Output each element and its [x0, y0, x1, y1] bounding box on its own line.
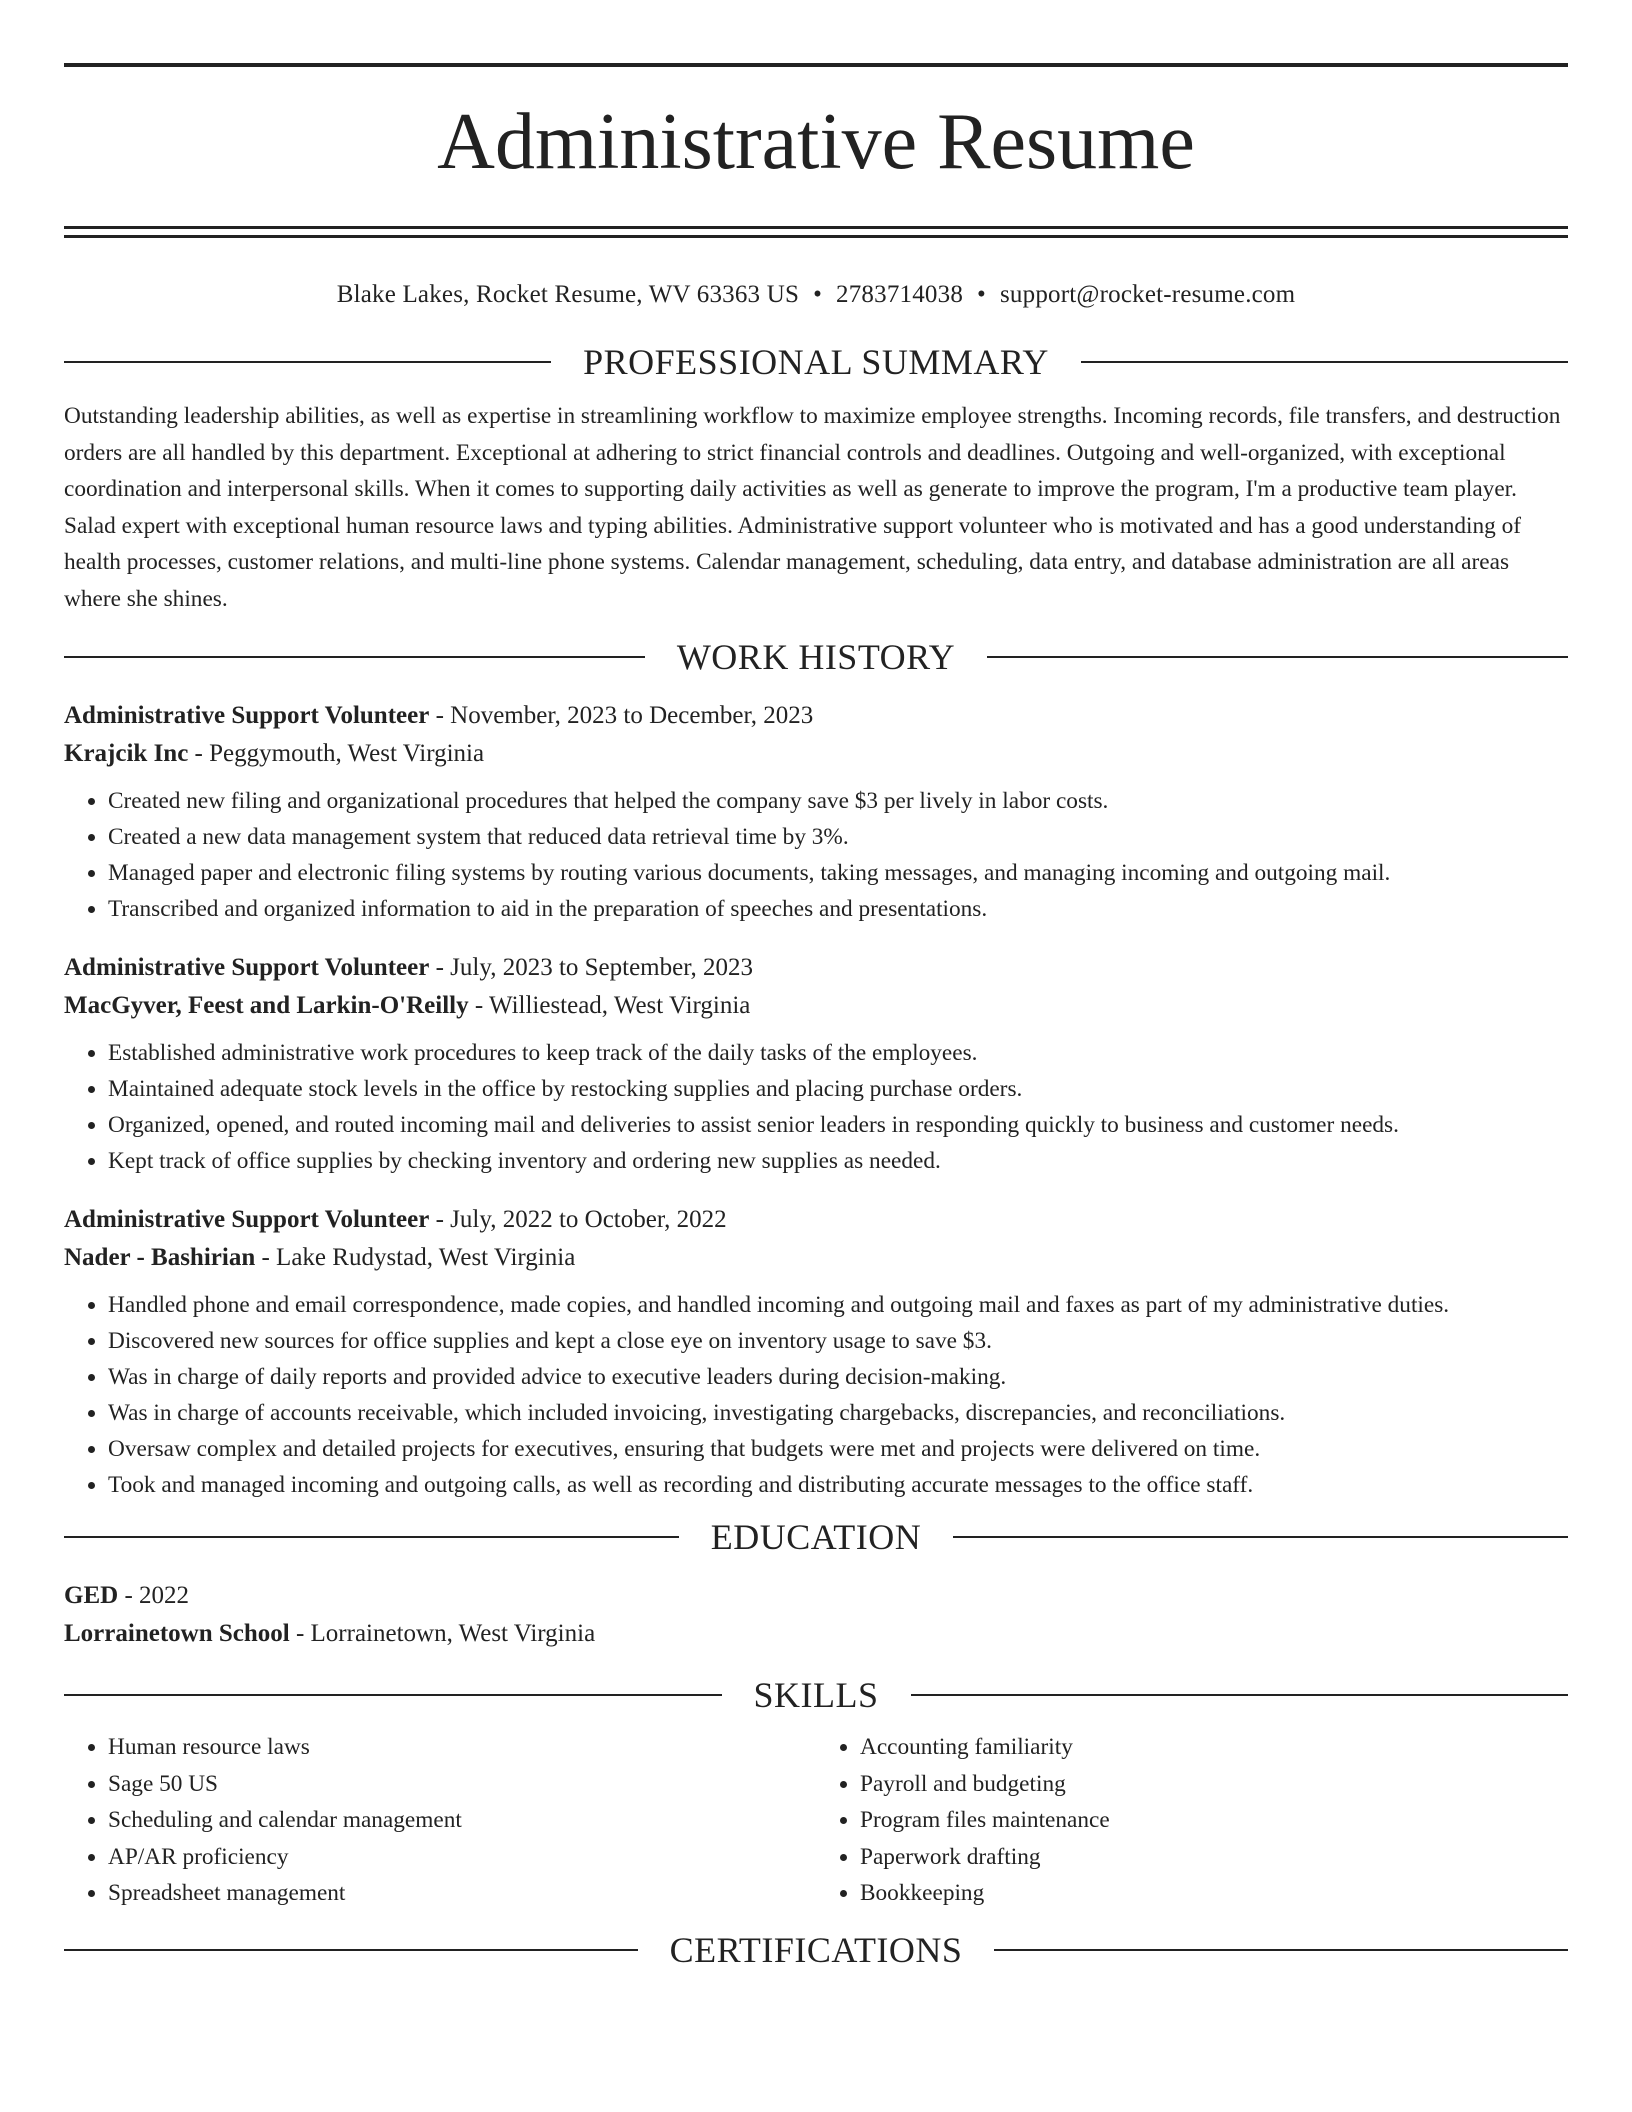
job-bullet: • Maintained adequate stock levels in the office by restocking supplies and placing purchase orders.	[108, 1071, 1568, 1107]
skills-column-left	[64, 1729, 816, 1912]
job-bullet: • Organized, opened, and routed incoming mail and deliveries to assist senior leaders in responding quickly to business and customer needs.	[108, 1107, 1568, 1143]
job-title-line	[64, 697, 1568, 735]
education-school-line	[64, 1615, 1568, 1653]
resume-title: Administrative Resume	[437, 98, 1195, 186]
section-rule	[987, 656, 1568, 658]
contact-email: support@rocket-resume.com	[999, 281, 1296, 308]
contact-phone: 2783714038	[836, 281, 964, 308]
summary-heading: PROFESSIONAL SUMMARY	[583, 342, 1049, 382]
skills-grid	[64, 1729, 1568, 1912]
job-location: - Williestead, West Virginia	[468, 992, 751, 1019]
contact-line	[64, 278, 1568, 312]
job-bullet: • Managed paper and electronic filing systems by routing various documents, taking messages, and managing incoming and outgoing mail.	[108, 855, 1568, 891]
contact-separator: •	[977, 281, 986, 308]
job-bullet: • Took and managed incoming and outgoing calls, as well as recording and distributing accurate messages to the office staff.	[108, 1467, 1568, 1503]
job-title-line	[64, 949, 1568, 987]
job-title: Administrative Support Volunteer	[64, 1206, 430, 1233]
job-entry	[64, 1201, 1568, 1503]
summary-section-header	[64, 340, 1568, 384]
summary-text: Outstanding leadership abilities, as well as expertise in streamlining workflow to maximize employee strengths. Incoming records, file transfers, and destruction orders are all handled by this department. Exceptional at adhering to strict financial controls and deadlines. Outgoing and well-organized, with exceptional coordination and interpersonal skills. When it comes to supporting daily activities as well as generate to improve the program, I'm a productive team player. Salad expert with exceptional human resource laws and typing abilities. Administrative support volunteer who is motivated and has a good understanding of health processes, customer relations, and multi-line phone systems. Calendar management, scheduling, data entry, and database administration are all areas where she shines.	[64, 403, 1561, 612]
section-rule	[994, 1949, 1568, 1951]
job-location: - Peggymouth, West Virginia	[188, 740, 485, 767]
skill-item: • Accounting familiarity	[860, 1729, 1568, 1766]
education-section-header	[64, 1515, 1568, 1559]
job-title: Administrative Support Volunteer	[64, 702, 430, 729]
title-double-rule	[64, 226, 1568, 238]
job-title-line	[64, 1201, 1568, 1239]
section-rule	[1081, 361, 1568, 363]
job-bullets	[64, 1287, 1568, 1503]
skill-item: • Human resource laws	[108, 1729, 816, 1766]
education-heading: EDUCATION	[710, 1517, 922, 1557]
skill-item: • Scheduling and calendar management	[108, 1802, 816, 1839]
skill-item: • Paperwork drafting	[860, 1839, 1568, 1876]
job-bullet: • Created new filing and organizational procedures that helped the company save $3 per lively in labor costs.	[108, 783, 1568, 819]
job-title: Administrative Support Volunteer	[64, 954, 430, 981]
job-bullets	[64, 1035, 1568, 1179]
job-company: Nader - Bashirian	[64, 1244, 256, 1271]
education-year: - 2022	[118, 1582, 190, 1609]
job-company: MacGyver, Feest and Larkin-O'Reilly	[64, 992, 469, 1019]
job-company-line	[64, 987, 1568, 1025]
section-rule	[64, 361, 551, 363]
education-degree: GED	[64, 1582, 119, 1609]
job-company: Krajcik Inc	[64, 740, 189, 767]
job-bullet: • Established administrative work procedures to keep track of the daily tasks of the employees.	[108, 1035, 1568, 1071]
job-company-line	[64, 1239, 1568, 1277]
skill-item: • AP/AR proficiency	[108, 1839, 816, 1876]
top-rule	[64, 63, 1568, 67]
skill-item: • Spreadsheet management	[108, 1875, 816, 1912]
skill-item: • Sage 50 US	[108, 1766, 816, 1803]
skills-heading: SKILLS	[753, 1675, 879, 1715]
section-rule	[64, 1949, 638, 1951]
job-dates: - July, 2023 to September, 2023	[429, 954, 754, 981]
skills-column-right	[816, 1729, 1568, 1912]
job-dates: - November, 2023 to December, 2023	[429, 702, 814, 729]
skill-item: • Bookkeeping	[860, 1875, 1568, 1912]
skills-section-header	[64, 1673, 1568, 1717]
education-degree-line	[64, 1577, 1568, 1615]
job-bullet: • Discovered new sources for office supplies and kept a close eye on inventory usage to save $3.	[108, 1323, 1568, 1359]
work-heading: WORK HISTORY	[676, 637, 956, 677]
contact-separator: •	[813, 281, 823, 308]
job-bullet: • Created a new data management system that reduced data retrieval time by 3%.	[108, 819, 1568, 855]
job-bullets	[64, 783, 1568, 927]
job-company-line	[64, 735, 1568, 773]
job-entry	[64, 697, 1568, 927]
job-entry	[64, 949, 1568, 1179]
skill-item: • Program files maintenance	[860, 1802, 1568, 1839]
education-school: Lorrainetown School	[64, 1620, 290, 1647]
job-bullet: • Kept track of office supplies by checking inventory and ordering new supplies as needed.	[108, 1143, 1568, 1179]
section-rule	[64, 656, 645, 658]
job-bullet: • Oversaw complex and detailed projects for executives, ensuring that budgets were met and projects were delivered on time.	[108, 1431, 1568, 1467]
education-entry	[64, 1577, 1568, 1653]
work-section-header	[64, 635, 1568, 679]
section-rule	[64, 1536, 679, 1538]
certifications-heading: CERTIFICATIONS	[669, 1929, 963, 1970]
section-rule	[911, 1694, 1569, 1696]
job-bullet: • Handled phone and email correspondence, made copies, and handled incoming and outgoing mail and faxes as part of my administrative duties.	[108, 1287, 1568, 1323]
section-rule	[953, 1536, 1568, 1538]
job-dates: - July, 2022 to October, 2022	[429, 1206, 727, 1233]
contact-address: Blake Lakes, Rocket Resume, WV 63363 US	[336, 281, 800, 308]
education-location: - Lorrainetown, West Virginia	[289, 1620, 596, 1647]
job-bullet: • Transcribed and organized information to aid in the preparation of speeches and presentations.	[108, 891, 1568, 927]
skill-item: • Payroll and budgeting	[860, 1766, 1568, 1803]
certifications-section-header	[64, 1928, 1568, 1972]
section-rule	[64, 1694, 722, 1696]
job-bullet: • Was in charge of daily reports and provided advice to executive leaders during decision-making.	[108, 1359, 1568, 1395]
job-location: - Lake Rudystad, West Virginia	[255, 1244, 576, 1271]
job-bullet: • Was in charge of accounts receivable, which included invoicing, investigating chargebacks, discrepancies, and reconciliations.	[108, 1395, 1568, 1431]
